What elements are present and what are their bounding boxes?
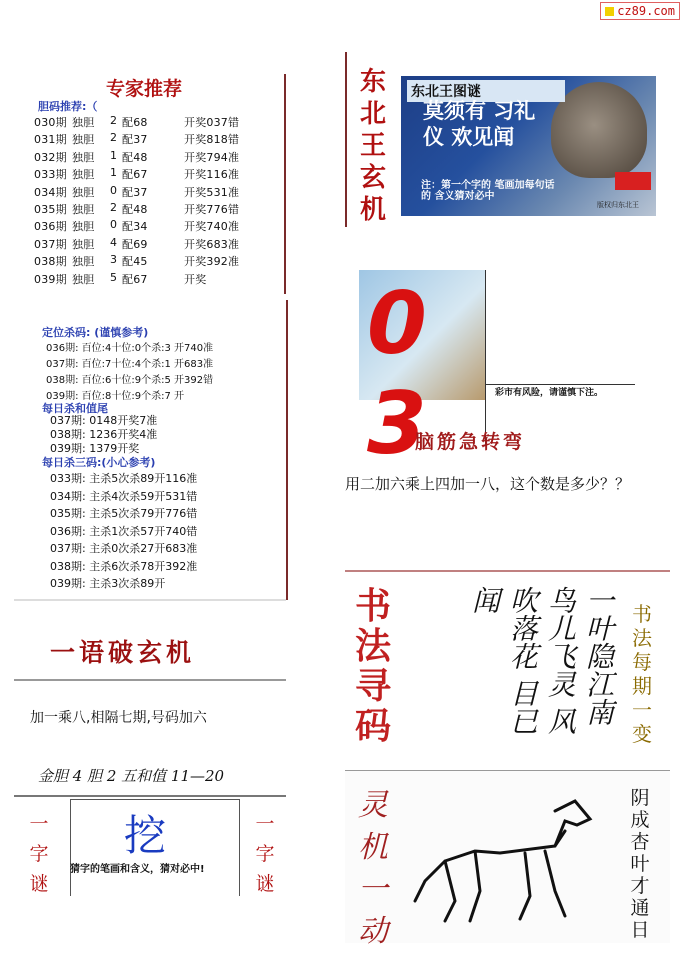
northeast-panel bbox=[345, 52, 667, 227]
expert-row bbox=[34, 166, 284, 182]
expert-dan: 0 bbox=[110, 218, 118, 232]
expert-pei: 配45 bbox=[122, 255, 148, 269]
expert-row bbox=[34, 114, 284, 130]
expert-pei: 配34 bbox=[122, 220, 148, 234]
expert-kind: 独胆 bbox=[72, 203, 95, 216]
brain-question: 用二加六乘上四加一八，这个数是多少？？ bbox=[345, 475, 631, 493]
expert-period: 037期 bbox=[34, 237, 67, 251]
expert-pei: 配48 bbox=[122, 203, 148, 216]
expert-row bbox=[34, 271, 284, 287]
site-watermark: cz89.com bbox=[600, 2, 680, 20]
expert-kind: 独胆 bbox=[72, 220, 95, 234]
northeast-side-title-text: 东北王玄机 bbox=[359, 67, 386, 225]
expert-result: 开奖392准 bbox=[184, 255, 240, 269]
expert-result: 开奖116准 bbox=[184, 168, 240, 182]
expert-period: 033期 bbox=[34, 168, 67, 182]
calligraphy-side-title-text: 书法寻码 bbox=[354, 585, 391, 747]
expert-row bbox=[34, 149, 284, 165]
expert-result: 开奖776错 bbox=[184, 203, 240, 216]
daily-kill-row: 035期: 主杀5次杀79开776错 bbox=[50, 507, 198, 520]
expert-dan: 2 bbox=[110, 201, 118, 214]
red-stamp bbox=[615, 172, 651, 190]
char-riddle-side-label-right: 一字谜 bbox=[255, 813, 275, 895]
calligraphy-right-label bbox=[629, 602, 655, 746]
daily-sum-label: 每日杀和值尾 bbox=[42, 402, 108, 415]
buddha-shape bbox=[551, 82, 647, 178]
char-riddle-right-label bbox=[254, 809, 276, 899]
horse-side-title bbox=[355, 785, 391, 953]
char-riddle bbox=[14, 795, 286, 940]
expert-row bbox=[34, 201, 284, 217]
riddle-box bbox=[14, 595, 286, 795]
daily-kill-row: 037期: 主杀0次杀27开683准 bbox=[50, 542, 198, 555]
expert-dan: 3 bbox=[110, 253, 118, 267]
positional-row: 037期: 百位:7十位:4个杀:1 开683准 bbox=[46, 359, 214, 370]
expert-dan: 2 bbox=[110, 114, 118, 127]
banner-verse: 莫须有 习礼仪 欢见闻 bbox=[423, 98, 536, 149]
daily-sum-row: 039期: 1379开奖 bbox=[50, 442, 140, 455]
risk-note: 彩市有风险，请谨慎下注。 bbox=[495, 388, 604, 398]
expert-period: 036期 bbox=[34, 220, 67, 234]
expert-row bbox=[34, 236, 284, 252]
expert-result: 开奖794准 bbox=[184, 150, 240, 164]
char-riddle-side-label: 一字谜 bbox=[29, 813, 49, 895]
daily-kill-row: 036期: 主杀1次杀57开740错 bbox=[50, 524, 198, 538]
brain-panel bbox=[345, 232, 635, 567]
daily-kill-row: 039期: 主杀3次杀89开 bbox=[50, 577, 166, 590]
expert-result: 开奖818错 bbox=[184, 133, 240, 147]
char-riddle-note: 猜字的笔画和含义，猜对必中! bbox=[70, 864, 205, 875]
divider bbox=[14, 795, 286, 797]
expert-pei: 配67 bbox=[122, 272, 148, 286]
horse-side-title-text: 灵机一动 bbox=[358, 788, 388, 949]
calligraphy-side-title bbox=[349, 586, 397, 746]
expert-row bbox=[34, 184, 284, 200]
expert-pei: 配67 bbox=[122, 168, 148, 182]
daily-kill-row: 038期: 主杀6次杀78开392准 bbox=[50, 559, 198, 573]
calligraphy-script: 一叶隐江南 鸟儿飞灵 风吹落花 目已闻 bbox=[468, 586, 615, 735]
expert-period: 039期 bbox=[34, 272, 67, 286]
expert-result: 开奖740准 bbox=[184, 220, 240, 234]
expert-dan: 5 bbox=[110, 270, 118, 284]
dan-section-label: 胆码推荐:（ bbox=[38, 100, 98, 113]
divider bbox=[14, 599, 286, 601]
riddle-numbers: 金胆 4 胆 2 五和值 11—20 bbox=[38, 767, 225, 785]
daily-kill-row: 033期: 主杀5次杀89开116准 bbox=[50, 472, 198, 485]
logo-square-icon bbox=[605, 7, 614, 16]
expert-pei: 配69 bbox=[122, 237, 148, 251]
positional-label: 定位杀码: (谨慎参考) bbox=[42, 326, 149, 339]
daily-sum-row: 038期: 1236开奖4准 bbox=[50, 428, 158, 441]
expert-period: 030期 bbox=[34, 116, 67, 129]
expert-period: 032期 bbox=[34, 150, 67, 164]
horse-panel bbox=[345, 770, 670, 949]
expert-row bbox=[34, 253, 284, 269]
riddle-hint: 加一乘八,相隔七期,号码加六 bbox=[30, 710, 207, 726]
expert-pei: 配37 bbox=[122, 185, 148, 199]
expert-dan: 0 bbox=[110, 183, 118, 197]
expert-pei: 配68 bbox=[122, 116, 148, 129]
expert-result: 开奖037错 bbox=[184, 116, 240, 129]
brain-title: 脑筋急转弯 bbox=[415, 431, 526, 453]
riddle-char: 挖 bbox=[124, 811, 167, 860]
divider bbox=[14, 679, 286, 681]
positional-row: 036期: 百位:4十位:0个杀:3 开740准 bbox=[46, 343, 214, 354]
box-vline bbox=[485, 270, 486, 445]
expert-panel bbox=[28, 70, 286, 295]
daily-kill-row: 034期: 主杀4次杀59开531错 bbox=[50, 489, 198, 503]
horse-outline bbox=[415, 801, 590, 921]
calligraphy-panel bbox=[345, 570, 670, 767]
expert-kind: 独胆 bbox=[72, 272, 95, 286]
expert-dan: 2 bbox=[110, 131, 118, 145]
expert-dan: 1 bbox=[110, 166, 118, 180]
kill-panel bbox=[36, 322, 266, 592]
expert-kind: 独胆 bbox=[72, 237, 95, 251]
expert-pei: 配48 bbox=[122, 150, 148, 164]
northeast-banner bbox=[401, 76, 656, 216]
divider bbox=[284, 74, 286, 294]
expert-period: 035期 bbox=[34, 203, 67, 216]
expert-kind: 独胆 bbox=[72, 168, 95, 182]
expert-dan: 4 bbox=[110, 235, 118, 249]
positional-row: 038期: 百位:6十位:9个杀:5 开392错 bbox=[46, 375, 214, 386]
positional-row: 039期: 百位:8十位:9个杀:7 开 bbox=[46, 391, 185, 402]
expert-row bbox=[34, 218, 284, 234]
calligraphy-right-label-text: 书法每期一变 bbox=[632, 602, 652, 746]
northeast-side-title bbox=[353, 66, 393, 226]
daily-kill-label: 每日杀三码:(小心参考) bbox=[42, 456, 156, 469]
expert-period: 034期 bbox=[34, 185, 67, 199]
expert-kind: 独胆 bbox=[72, 255, 95, 269]
expert-result: 开奖 bbox=[184, 272, 207, 286]
expert-title: 专家推荐 bbox=[106, 78, 183, 100]
expert-row bbox=[34, 131, 284, 147]
expert-kind: 独胆 bbox=[72, 150, 95, 164]
horse-right-verse-text: 阴成杏叶才通日 bbox=[630, 787, 650, 941]
horse-right-verse bbox=[625, 787, 655, 941]
expert-result: 开奖531准 bbox=[184, 185, 240, 199]
box-hline bbox=[485, 384, 635, 385]
expert-dan: 1 bbox=[110, 148, 118, 162]
expert-kind: 独胆 bbox=[72, 133, 95, 147]
divider bbox=[286, 300, 288, 600]
riddle-title: 一语破玄机 bbox=[50, 638, 196, 667]
horse-drawing bbox=[405, 791, 605, 931]
expert-period: 031期 bbox=[34, 133, 67, 147]
expert-kind: 独胆 bbox=[72, 185, 95, 199]
big-digits: 0 3 bbox=[367, 274, 423, 474]
expert-period: 038期 bbox=[34, 255, 67, 269]
daily-sum-row: 037期: 0148开奖7准 bbox=[50, 414, 158, 427]
banner-copyright: 版权归东北王 bbox=[597, 201, 639, 209]
char-riddle-left-label bbox=[28, 809, 50, 899]
expert-pei: 配37 bbox=[122, 133, 148, 147]
expert-kind: 独胆 bbox=[72, 116, 95, 129]
banner-title: 东北王图谜 bbox=[407, 80, 565, 102]
expert-result: 开奖683准 bbox=[184, 237, 240, 251]
banner-caption: 注：第一个字的 笔画加每句话的 含义猜对必中 bbox=[421, 180, 555, 202]
